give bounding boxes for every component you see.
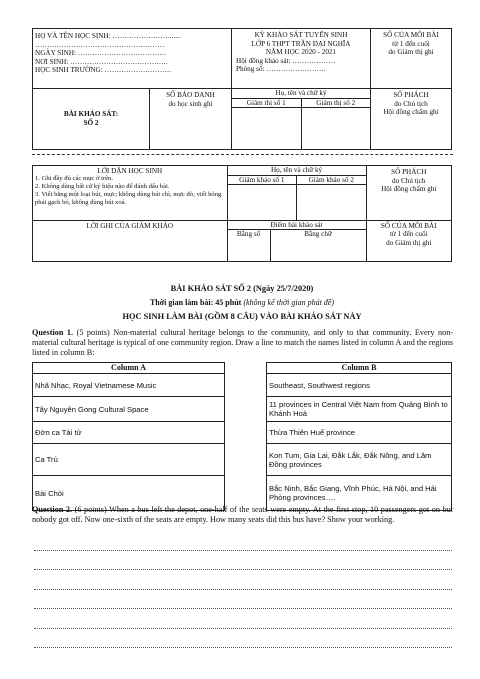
score-digits-label: Bằng số [236, 230, 261, 239]
grading-secret-code-sub2: Hội đồng chấm ghi [381, 185, 437, 194]
column-b-table [266, 362, 452, 511]
exam-info-cell [232, 29, 371, 89]
examiner1-label: Giám khảo số 1 [228, 176, 296, 186]
score-words-label: Bằng chữ [304, 230, 332, 239]
examiner-sign-cell [227, 166, 366, 221]
question1-label: Question 1. [32, 328, 74, 337]
column-a-table [32, 362, 225, 511]
council-field[interactable]: Hội đồng khảo sát: ……………… [236, 56, 336, 65]
question1-text [32, 328, 453, 359]
paper-title-cell [33, 89, 150, 149]
grading-secret-code-cell [366, 166, 451, 221]
paper-code-title: SỐ CỦA MỖI BÀI [383, 31, 439, 39]
student-name-field[interactable]: HỌ VÀ TÊN HỌC SINH: ……………………...... [35, 32, 181, 40]
exam-title-line1: KỲ KHẢO SÁT TUYỂN SINH [254, 31, 348, 39]
column-b-item[interactable]: Southeast, Southwest regions [267, 374, 452, 397]
paper-instruction: HỌC SINH LÀM BÀI (GỒM 8 CÂU) VÀO BÀI KHẢO SÁT NÀY [122, 312, 362, 321]
grading-paper-code-title: SỐ CỦA MỖI BÀI [380, 221, 437, 230]
secret-code-cell [371, 89, 452, 150]
grading-secret-code-title: SỐ PHÁCH [391, 168, 427, 176]
examiner-comment-title: LỜI GHI CỦA GIÁM KHẢO [86, 221, 174, 230]
answer-line[interactable] [34, 637, 452, 649]
question2-text [32, 505, 453, 525]
column-b-header: Column B [267, 363, 452, 374]
grading-paper-code-sub1: từ 1 đến cuối [389, 230, 428, 239]
grading-paper-code-cell [366, 220, 451, 262]
candidate-number-sub: do học sinh ghi [168, 99, 213, 108]
answer-area[interactable] [34, 539, 452, 656]
answer-line[interactable] [34, 578, 452, 590]
paper-number-cell [33, 89, 232, 150]
paper-title: BÀI KHẢO SÁT SỐ 2 (Ngày 25/7/2020) [170, 284, 314, 293]
instruction-3: 3. Viết bằng một loại bút, mực; không dùng bút chì, mực đỏ; viết hỏng phải gạch bỏ, không dùng bút xoá. [35, 191, 222, 206]
column-b-item[interactable]: Thừa Thiên Huế province [267, 422, 452, 444]
column-a-item[interactable]: Bài Chòi [33, 476, 225, 511]
candidate-number-cell[interactable] [150, 89, 232, 149]
proctor1-sign-box[interactable] [232, 99, 302, 149]
exam-year: NĂM HỌC 2020 - 2021 [265, 48, 337, 57]
paper-code-cell [371, 29, 452, 89]
score-digits-box[interactable] [228, 230, 271, 261]
birth-date-field[interactable]: NGÀY SINH: ………………………………. [35, 49, 166, 58]
answer-line[interactable] [34, 598, 452, 610]
grading-secret-code-sub1: do Chủ tịch [391, 176, 426, 185]
student-name-continued[interactable]: ……………………………………………… [35, 40, 165, 49]
proctor-sign-title: Họ, tên và chữ ký [232, 89, 370, 99]
time-label: Thời gian làm bài: 45 phút [149, 298, 242, 307]
time-note: (không kể thời gian phát đề) [243, 298, 335, 307]
paper-title-line1: BÀI KHẢO SÁT: [63, 110, 119, 119]
secret-code-sub1: do Chủ tịch [394, 99, 428, 108]
question2-body: (6 points) When a bus left the depot, one-half of the seats were empty. At the first stop, 10 passengers got on but nobody got off. Now one-sixth of the seats are empty. How many seats did this bus have? Show your working. [32, 505, 453, 525]
answer-line[interactable] [34, 559, 452, 571]
grading-paper-code-sub2: do Giám thị ghi [386, 238, 432, 247]
answer-line[interactable] [34, 617, 452, 629]
column-b-item[interactable]: Kon Tum, Gia Lai, Đắk Lắk, Đắk Nông, and Lâm Đồng provinces [267, 444, 452, 476]
exam-title-line2: LỚP 6 THPT TRẦN ĐẠI NGHĨA [251, 39, 351, 48]
examiner1-sign-box[interactable] [228, 176, 297, 220]
column-b-item[interactable]: 11 provinces in Central Việt Nam from Quảng Bình to Khánh Hoà [267, 397, 452, 422]
column-a-item[interactable]: Tây Nguyên Gong Cultural Space [33, 397, 225, 422]
column-a-item[interactable]: Ca Trù [33, 444, 225, 476]
instruction-2: 2. Không dùng bất cứ ký hiệu nào để đánh dấu bài. [35, 183, 170, 190]
examiner2-sign-box[interactable] [297, 176, 365, 220]
column-a-header: Column A [33, 363, 225, 374]
proctor2-sign-box[interactable] [302, 99, 371, 149]
paper-code-sub2: do Giám thị ghi [388, 48, 434, 57]
score-words-box[interactable] [271, 230, 366, 261]
examiner2-label: Giám khảo số 2 [297, 176, 365, 186]
proctor-sign-cell [232, 89, 371, 150]
examiner-sign-title: Họ, tên và chữ ký [228, 166, 366, 176]
paper-title-line2: SỐ 2 [83, 118, 99, 127]
cut-line [32, 154, 453, 155]
secret-code-title: SỐ PHÁCH [393, 91, 429, 99]
secret-code-sub2: Hội đồng chấm ghi [383, 108, 439, 117]
question1-body: (5 points) Non-material cultural heritage belongs to the community, and only to that community. Every non-material cultural heritage is typical of one community region. Draw a line to match the names listed in column A and the regions listed in column B: [32, 328, 454, 358]
column-b-item[interactable]: Bắc Ninh, Bắc Giang, Vĩnh Phúc, Hà Nội, and Hải Phòng provinces…. [267, 476, 452, 511]
paper-code-sub1: từ 1 đến cuối [392, 39, 430, 48]
candidate-number-title: SỐ BÁO DANH [166, 91, 215, 99]
score-cell [227, 220, 366, 262]
school-field[interactable]: HỌC SINH TRƯỜNG: ………………………. [35, 66, 172, 75]
column-a-item[interactable]: Đờn ca Tài tử [33, 422, 225, 444]
proctor2-label: Giám thị số 2 [302, 99, 371, 109]
score-title: Điểm bài khảo sát [228, 221, 366, 231]
student-info-cell [33, 29, 232, 89]
instructions-cell [33, 166, 228, 221]
instruction-1: 1. Ghi đầy đủ các mục ở trên. [35, 175, 114, 182]
examiner-comment-cell[interactable] [33, 220, 228, 262]
question2-label: Question 2. [32, 505, 73, 514]
instructions-title: LỜI DẶN HỌC SINH [97, 167, 163, 175]
proctor1-label: Giám thị số 1 [232, 99, 301, 109]
birth-place-field[interactable]: NƠI SINH: ………………………………….. [35, 57, 168, 66]
grading-table [32, 165, 452, 262]
time-line [32, 298, 452, 308]
room-field[interactable]: Phòng số: ……………………. [236, 65, 326, 74]
header-table [32, 28, 452, 150]
column-a-item[interactable]: Nhã Nhạc, Royal Vietnamese Music [33, 374, 225, 397]
answer-line[interactable] [34, 539, 452, 551]
